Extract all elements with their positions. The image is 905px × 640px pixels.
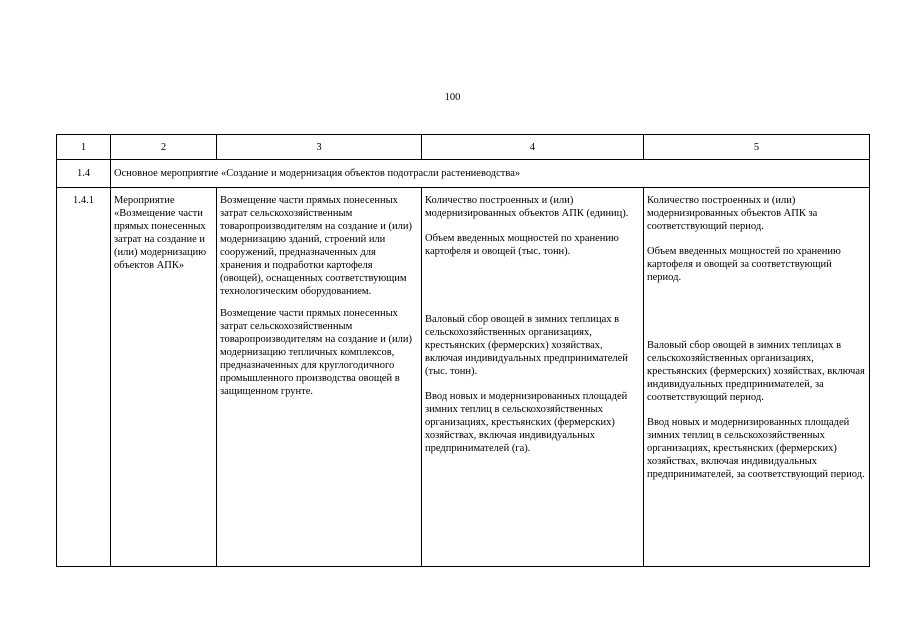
calc-greenhouse-area: Ввод новых и модернизированных площадей зимних теплиц в сельскохозяйственных организациях, крестьянских (фермерских) хозяйствах, включая индивидуальных предпринимателей, за соответствующий период. bbox=[647, 417, 865, 480]
description-storage: Возмещение части прямых понесенных затрат сельскохозяйственным товаропроизводителям на создание и (или) модернизацию зданий, строений или сооружений, предназначенных для хранения и подработки картофеля (овощей), оснащенных соответствующим технологическим оборудованием. bbox=[220, 195, 412, 297]
measure-name-cell bbox=[111, 188, 217, 567]
section-title: Основное мероприятие «Создание и модернизация объектов подотрасли растениеводства» bbox=[111, 160, 870, 188]
indicator-objects-count: Количество построенных и (или) модернизированных объектов АПК (единиц). bbox=[425, 195, 629, 219]
header-cell-4: 4 bbox=[422, 135, 644, 160]
section-number: 1.4 bbox=[57, 160, 111, 188]
indicator-vegetable-harvest: Валовый сбор овощей в зимних теплицах в сельскохозяйственных организациях, крестьянских (фермерских) хозяйствах, включая индивидуальных предпринимателей (тыс. тонн). bbox=[425, 314, 628, 377]
calc-storage-capacity: Объем введенных мощностей по хранению картофеля и овощей за соответствующий период. bbox=[647, 246, 841, 283]
measure-name: Мероприятие «Возмещение части прямых понесенных затрат на создание и (или) модернизацию объектов АПК» bbox=[114, 195, 207, 271]
description-cell bbox=[217, 188, 422, 567]
table-header-row bbox=[57, 135, 870, 160]
calc-objects-count: Количество построенных и (или) модернизированных объектов АПК за соответствующий период. bbox=[647, 195, 818, 232]
row-number: 1.4.1 bbox=[57, 188, 111, 567]
header-cell-2: 2 bbox=[111, 135, 217, 160]
indicator-cell bbox=[422, 188, 644, 567]
calculation-cell bbox=[644, 188, 870, 567]
table-row bbox=[57, 188, 870, 567]
page-number: 100 bbox=[444, 92, 461, 103]
description-greenhouse: Возмещение части прямых понесенных затрат сельскохозяйственным товаропроизводителям на создание и (или) модернизацию тепличных комплексов, предназначенных для круглогодичного промышленного производства овощей в защищенном грунте. bbox=[220, 308, 412, 397]
section-row bbox=[57, 160, 870, 188]
header-cell-1: 1 bbox=[57, 135, 111, 160]
calc-vegetable-harvest: Валовый сбор овощей в зимних теплицах в сельскохозяйственных организациях, крестьянских (фермерских) хозяйствах, включая индивидуальных предпринимателей, за соответствующий период. bbox=[647, 340, 865, 403]
header-cell-5: 5 bbox=[644, 135, 870, 160]
header-cell-3: 3 bbox=[217, 135, 422, 160]
indicator-storage-capacity: Объем введенных мощностей по хранению картофеля и овощей (тыс. тонн). bbox=[425, 233, 619, 257]
indicator-greenhouse-area: Ввод новых и модернизированных площадей зимних теплиц в сельскохозяйственных организациях, крестьянских (фермерских) хозяйствах, включая индивидуальных предпринимателей (га). bbox=[425, 391, 628, 454]
measures-table bbox=[56, 134, 870, 567]
